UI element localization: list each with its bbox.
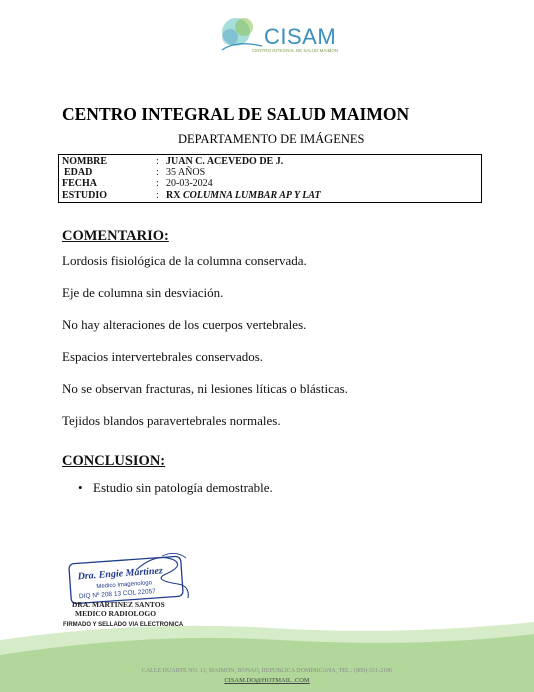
separator: : <box>156 156 159 167</box>
patient-row-date <box>59 178 481 189</box>
comentario-line: Espacios intervertebrales conservados. <box>62 349 264 364</box>
footer-address: CALLE DUARTE NO. 13, MAIMÓN, BONAO, REPUBLICA DOMINICANA, TEL.: (809)-551-2196 <box>141 668 393 674</box>
signature-stamp <box>66 548 196 604</box>
separator: : <box>156 178 159 190</box>
signer-title: MEDICO RADIOLOGO <box>75 609 157 618</box>
name-value: JUAN C. ACEVEDO DE J. <box>166 156 284 167</box>
stamp-ids: DIQ Nº 208 13 COL 22057 <box>78 587 157 601</box>
department-title: DEPARTAMENTO DE IMÁGENES <box>178 132 365 146</box>
conclusion-heading: CONCLUSION: <box>62 453 166 469</box>
comentario-heading: COMENTARIO: <box>62 228 169 244</box>
patient-row-name <box>59 156 481 167</box>
comentario-line: Eje de columna sin desviación. <box>62 285 224 300</box>
patient-row-age <box>59 167 481 178</box>
logo-wordmark: CISAM <box>264 24 337 49</box>
stamp-title: Medico Imagenologo <box>96 580 153 591</box>
separator: : <box>156 167 159 179</box>
date-value: 20-03-2024 <box>166 178 213 190</box>
bullet-icon: • <box>78 480 83 495</box>
conclusion-text: Estudio sin patología demostrable. <box>93 480 273 495</box>
comentario-line: No hay alteraciones de los cuerpos vertebrales. <box>62 317 307 332</box>
patient-row-study <box>59 190 481 201</box>
logo-tagline: CENTRO INTEGRAL DE SALUD MAIMON <box>252 48 339 53</box>
signature-note: FIRMADO Y SELLADO VIA ELECTRONICA <box>63 622 184 628</box>
comentario-line: No se observan fracturas, ni lesiones líticas o blásticas. <box>62 381 348 396</box>
center-title: CENTRO INTEGRAL DE SALUD MAIMON <box>62 104 410 124</box>
comentario-line: Lordosis fisiológica de la columna conservada. <box>62 253 307 268</box>
name-label: NOMBRE <box>62 156 107 167</box>
stamp-name: Dra. Engie Martinez <box>77 565 164 583</box>
signer-block <box>72 600 165 618</box>
separator: : <box>156 189 159 201</box>
study-value <box>166 190 321 201</box>
patient-info-table <box>58 154 482 203</box>
cisam-logo <box>208 10 338 60</box>
age-value: 35 AÑOS <box>166 167 206 179</box>
date-label: FECHA <box>62 178 97 190</box>
comentario-line: Tejidos blandos paravertebrales normales. <box>62 413 281 428</box>
footer-email[interactable]: CISAM.DO@HOTMAIL .COM <box>224 677 310 684</box>
study-label: ESTUDIO <box>62 189 108 201</box>
age-label: EDAD <box>64 167 93 179</box>
signer-name: DRA. MARTINEZ SANTOS <box>72 600 165 609</box>
study-name: COLUMNA LUMBAR AP Y LAT <box>182 189 321 201</box>
study-prefix: RX <box>166 189 183 201</box>
